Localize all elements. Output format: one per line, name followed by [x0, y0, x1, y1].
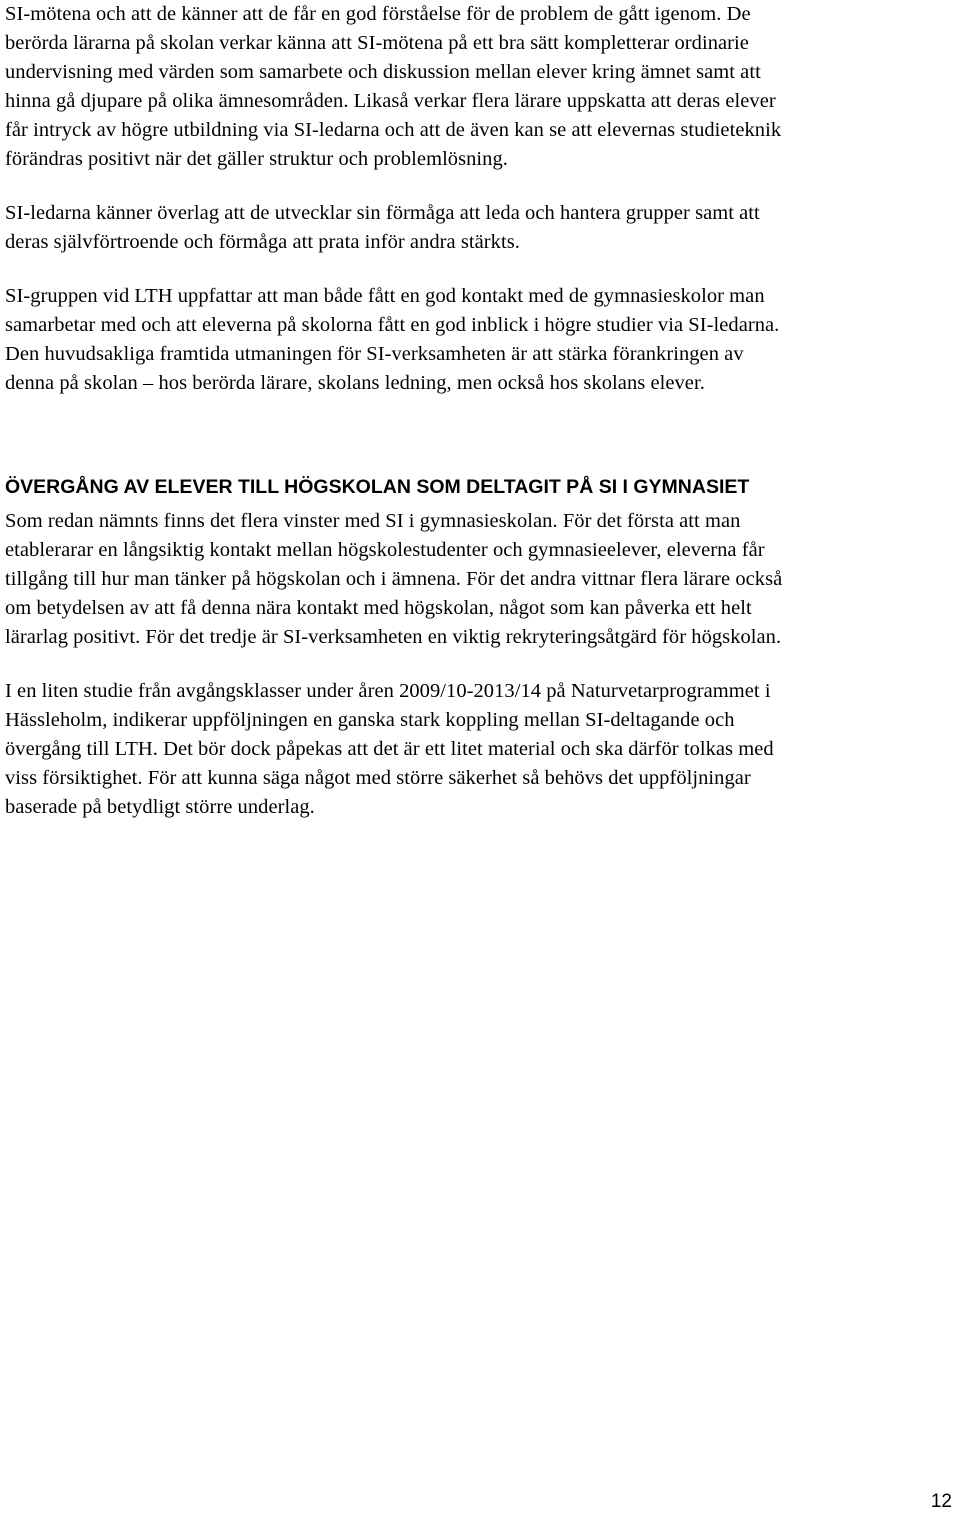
paragraph-si-meetings-benefits: SI-mötena och att de känner att de får en god förståelse för de problem de gått igenom. De berörda lärarna på skolan verkar känna att SI-mötena på ett bra sätt kompletterar ordinarie undervisning med värden som samarbete och diskussion mellan elever kring ämnet samt att hinna gå djupare på olika ämnesområden. Likaså verkar flera lärare uppskatta att deras elever får intryck av högre utbildning via SI-ledarna och att de även kan se att elevernas studieteknik förändras positivt när det gäller struktur och problemlösning. — [5, 3, 782, 170]
section-heading: ÖVERGÅNG AV ELEVER TILL HÖGSKOLAN SOM DELTAGIT PÅ SI I GYMNASIET — [5, 476, 750, 498]
paragraph-si-group-lth: SI-gruppen vid LTH uppfattar att man både fått en god kontakt med de gymnasieskolor man samarbetar med och att eleverna på skolorna fått en god inblick i högre studier via SI-ledarna. Den huvudsakliga framtida utmaningen för SI-verksamheten är att stärka förankringen av denna på skolan – hos berörda lärare, skolans ledning, men också hos skolans elever. — [5, 285, 780, 394]
paragraph-si-leaders-confidence: SI-ledarna känner överlag att de utvecklar sin förmåga att leda och hantera grupper samt att deras självförtroende och förmåga att prata inför andra stärkts. — [5, 202, 760, 253]
paragraph-hassleholm-study: I en liten studie från avgångsklasser under åren 2009/10-2013/14 på Naturvetarprogrammet i Hässleholm, indikerar uppföljningen en ganska stark koppling mellan SI-deltagande och övergång till LTH. Det bör dock påpekas att det är ett litet material och ska därför tolkas med viss försiktighet. För att kunna säga något med större säkerhet så behövs det uppföljningar baserade på betydligt större underlag. — [5, 680, 774, 818]
page-number: 12 — [930, 1491, 952, 1512]
document-page — [5, 0, 955, 847]
paragraph-si-gymnasium-benefits: Som redan nämnts finns det flera vinster med SI i gymnasieskolan. För det första att man etablerarar en långsiktig kontakt mellan högskolestudenter och gymnasieelever, eleverna får tillgång till hur man tänker på högskolan och i ämnena. För det andra vittnar flera lärare också om betydelsen av att få denna nära kontakt med högskolan, något som kan påverka ett helt lärarlag positivt. För det tredje är SI-verksamheten en viktig rekryteringsåtgärd för högskolan. — [5, 510, 783, 648]
